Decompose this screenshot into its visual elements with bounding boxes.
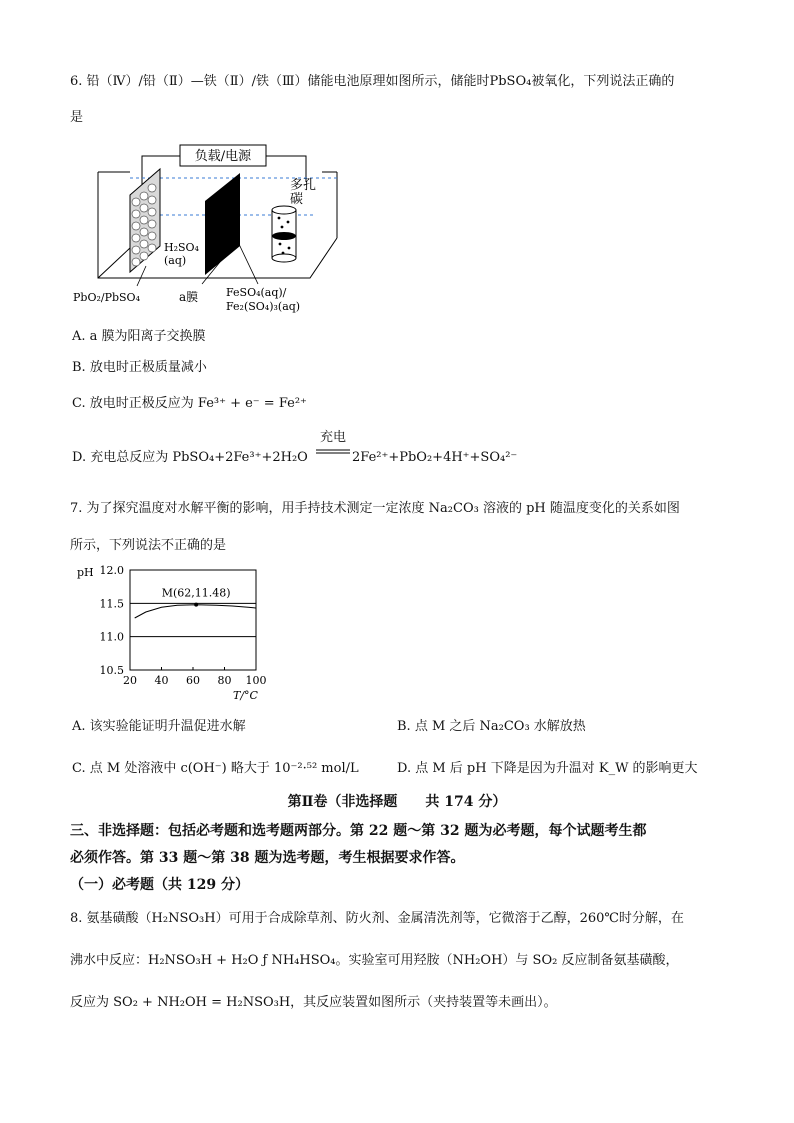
label-porous-carbon-2: 碳 — [290, 192, 304, 207]
q7-option-a: A. 该实验能证明升温促进水解 — [72, 719, 246, 734]
label-electrolyte-1: FeSO₄(aq)/ — [226, 286, 287, 299]
q6-option-d-condition: 充电 — [319, 430, 346, 445]
chart-xlabel: T/°C — [233, 689, 258, 702]
point-m-label: M(62,11.48) — [161, 586, 231, 600]
membrane-a — [205, 173, 240, 275]
q6-option-d-suffix: 2Fe²⁺+PbO₂+4H⁺+SO₄²⁻ — [352, 450, 518, 465]
y-tick-label-0: 12.0 — [99, 564, 124, 577]
battery-diagram — [60, 138, 350, 320]
load-box-label: 负载/电源 — [194, 149, 252, 164]
q7-option-b: B. 点 M 之后 Na₂CO₃ 水解放热 — [397, 719, 586, 734]
q6-option-b: B. 放电时正极质量减小 — [72, 360, 207, 375]
x-tick-label-4: 100 — [245, 674, 267, 687]
point-m — [194, 603, 198, 607]
q7-stem-line2: 所示，下列说法不正确的是 — [70, 538, 227, 553]
y-tick-label-2: 11.0 — [99, 630, 124, 644]
double-arrow-line — [316, 449, 350, 455]
y-tick-label-3: 10.5 — [99, 664, 124, 677]
chart-ylabel: pH — [77, 566, 94, 579]
x-tick-label-0: 20 — [123, 674, 137, 687]
section-title: 第Ⅱ卷（非选择题 共 174 分） — [287, 794, 507, 810]
q7-stem-line1: 7. 为了探究温度对水解平衡的影响，用手持技术测定一定浓度 Na₂CO₃ 溶液的 pH 随温度变化的关系如图 — [70, 501, 680, 516]
x-tick-label-1: 40 — [154, 674, 169, 687]
q6-option-c: C. 放电时正极反应为 Fe³⁺ + e⁻ = Fe²⁺ — [72, 396, 307, 411]
q7-option-c: C. 点 M 处溶液中 c(OH⁻) 略大于 10⁻²·⁵² mol/L — [72, 761, 359, 776]
q6-option-d-prefix: D. 充电总反应为 PbSO₄+2Fe³⁺+2H₂O — [72, 450, 308, 465]
q6-option-a: A. a 膜为阳离子交换膜 — [72, 329, 206, 344]
q6-stem-line1: 6. 铅（Ⅳ）/铅（Ⅱ）—铁（Ⅱ）/铁（Ⅲ）储能电池原理如图所示，储能时PbSO₄被氧化，下列说法正确的 — [70, 74, 675, 89]
part3-line2: 必须作答。第 33 题～第 38 题为选考题，考生根据要求作答。 — [70, 850, 465, 866]
label-acid-2: (aq) — [164, 254, 187, 267]
x-tick-label-2: 60 — [186, 674, 200, 687]
q8-stem-line1: 8. 氨基磺酸（H₂NSO₃H）可用于合成除草剂、防火剂、金属清洗剂等，它微溶于乙醇，260℃时分解，在 — [70, 911, 684, 926]
label-electrolyte-2: Fe₂(SO₄)₃(aq) — [226, 300, 301, 313]
label-electrode-left: PbO₂/PbSO₄ — [73, 291, 140, 304]
label-acid-1: H₂SO₄ — [164, 241, 199, 254]
ph-curve — [135, 605, 256, 618]
label-porous-carbon-1: 多孔 — [290, 178, 317, 193]
plot-frame — [130, 570, 256, 670]
part3-line1: 三、非选择题：包括必考题和选考题两部分。第 22 题～第 32 题为必考题，每个试题考生都 — [70, 823, 647, 839]
x-tick-label-3: 80 — [217, 674, 232, 687]
tank-left-front — [98, 248, 130, 278]
q8-stem-line2: 沸水中反应：H₂NSO₃H + H₂O ƒ NH₄HSO₄。实验室可用羟胺（NH₂OH）与 SO₂ 反应制备氨基磺酸， — [70, 953, 679, 968]
q7-option-d: D. 点 M 后 pH 下降是因为升温对 K_W 的影响更大 — [397, 761, 698, 776]
y-tick-label-1: 11.5 — [99, 597, 124, 611]
q8-stem-line3: 反应为 SO₂ + NH₂OH = H₂NSO₃H，其反应装置如图所示（夹持装置等未画出）。 — [70, 995, 557, 1010]
label-membrane: a膜 — [179, 290, 199, 304]
part3-subheading: （一）必考题（共 129 分） — [70, 877, 249, 893]
ph-temperature-chart — [70, 560, 270, 705]
q6-stem-line2: 是 — [70, 110, 84, 125]
